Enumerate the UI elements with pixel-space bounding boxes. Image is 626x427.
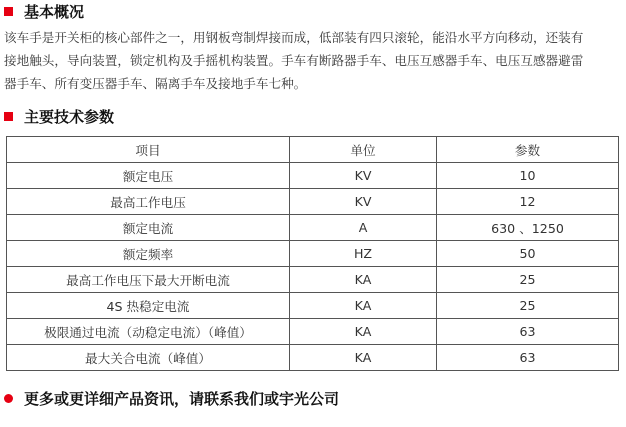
red-square-bullet-icon: [4, 7, 13, 16]
cell-unit: KA: [290, 293, 437, 319]
cell-item: 额定电流: [7, 215, 290, 241]
table-row: [7, 345, 619, 371]
cell-value: 63: [437, 319, 619, 345]
cell-unit: KA: [290, 345, 437, 371]
table-row: [7, 241, 619, 267]
table-row: [7, 163, 619, 189]
cell-unit: KV: [290, 189, 437, 215]
red-dot-bullet-icon: [4, 394, 13, 403]
cell-item: 额定频率: [7, 241, 290, 267]
cell-unit: HZ: [290, 241, 437, 267]
cell-value: 63: [437, 345, 619, 371]
section-title: 主要技术参数: [24, 107, 115, 126]
table-row: [7, 293, 619, 319]
section-heading-overview: [4, 1, 84, 21]
cell-item: 最高工作电压下最大开断电流: [7, 267, 290, 293]
section-title: 基本概况: [24, 2, 85, 21]
column-header-unit: 单位: [290, 137, 437, 163]
table-header-row: [7, 137, 619, 163]
cell-item: 4S 热稳定电流: [7, 293, 290, 319]
cell-item: 极限通过电流（动稳定电流）（峰值）: [7, 319, 290, 345]
cell-value: 50: [437, 241, 619, 267]
contact-text: 更多或更详细产品资讯，请联系我们或宇光公司: [24, 389, 340, 408]
cell-unit: KA: [290, 319, 437, 345]
cell-item: 额定电压: [7, 163, 290, 189]
overview-paragraph: [4, 26, 624, 95]
column-header-item: 项目: [7, 137, 290, 163]
column-header-value: 参数: [437, 137, 619, 163]
paragraph-line: 接地触头，导向装置，锁定机构及手摇机构装置。手车有断路器手车、电压互感器手车、电压互感器避雷: [4, 53, 584, 68]
cell-unit: KA: [290, 267, 437, 293]
table-row: [7, 319, 619, 345]
cell-item: 最高工作电压: [7, 189, 290, 215]
cell-unit: A: [290, 215, 437, 241]
section-heading-params: [4, 106, 114, 126]
table-row: [7, 267, 619, 293]
cell-value: 630 、1250: [437, 215, 619, 241]
cell-unit: KV: [290, 163, 437, 189]
cell-value: 25: [437, 267, 619, 293]
cell-value: 12: [437, 189, 619, 215]
paragraph-line: 该车手是开关柜的核心部件之一，用钢板弯制焊接而成，低部装有四只滚轮，能沿水平方向移动，还装有: [4, 30, 584, 45]
table-row: [7, 189, 619, 215]
red-square-bullet-icon: [4, 112, 13, 121]
cell-value: 25: [437, 293, 619, 319]
paragraph-line: 器手车、所有变压器手车、隔离手车及接地手车七种。: [4, 76, 307, 91]
technical-parameters-table: [6, 136, 619, 371]
cell-item: 最大关合电流（峰值）: [7, 345, 290, 371]
contact-note: [4, 388, 339, 408]
table-row: [7, 215, 619, 241]
cell-value: 10: [437, 163, 619, 189]
